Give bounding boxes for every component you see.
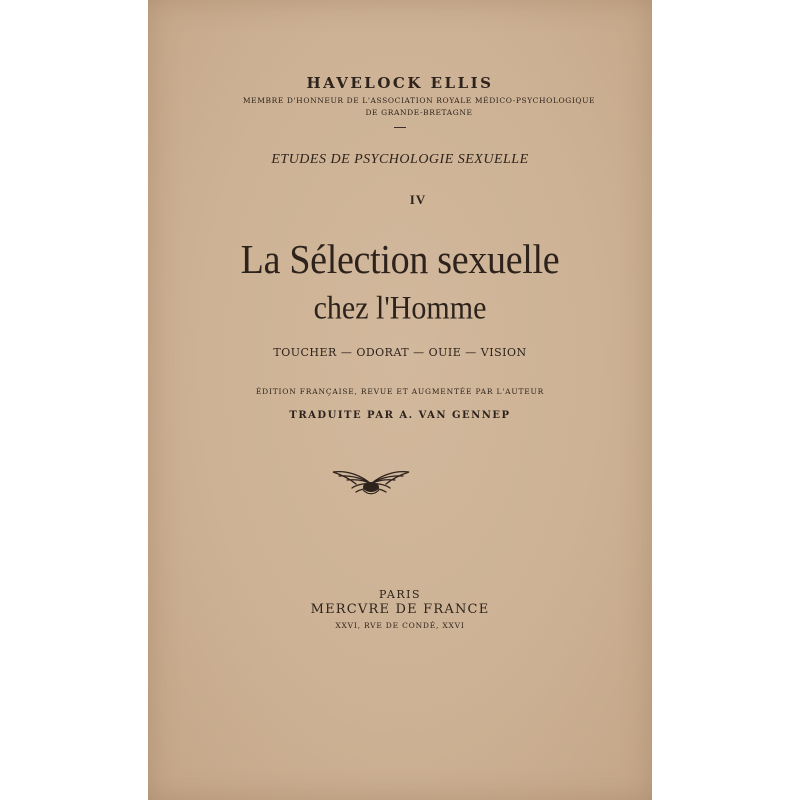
winged-ornament-icon	[330, 462, 412, 498]
author-affiliation	[148, 95, 652, 119]
affiliation-line-2: DE GRANDE-BRETAGNE	[365, 108, 473, 117]
volume-number: IV	[409, 192, 427, 207]
book-title-page	[148, 0, 652, 800]
divider-rule	[394, 127, 406, 128]
edition-note: ÉDITION FRANÇAISE, REVUE ET AUGMENTÉE PAR L'AUTEUR	[255, 387, 545, 396]
book-subtitle: TOUCHER — ODORAT — OUIE — VISION	[273, 346, 527, 359]
translator-credit: TRADUITE PAR A. VAN GENNEP	[289, 410, 511, 421]
author-name: HAVELOCK ELLIS	[306, 74, 494, 92]
publication-place: PARIS	[379, 588, 421, 601]
series-title: ETUDES DE PSYCHOLOGIE SEXUELLE	[271, 152, 529, 167]
publisher-address: XXVI, RVE DE CONDÉ, XXVI	[335, 621, 465, 630]
book-title-line-2: chez l'Homme	[313, 290, 487, 327]
affiliation-line-1: MEMBRE D'HONNEUR DE L'ASSOCIATION ROYALE MÉDICO-PSYCHOLOGIQUE	[242, 96, 596, 105]
book-title-line-1: La Sélection sexuelle	[240, 237, 560, 283]
publisher-name: MERCVRE DE FRANCE	[310, 602, 490, 617]
